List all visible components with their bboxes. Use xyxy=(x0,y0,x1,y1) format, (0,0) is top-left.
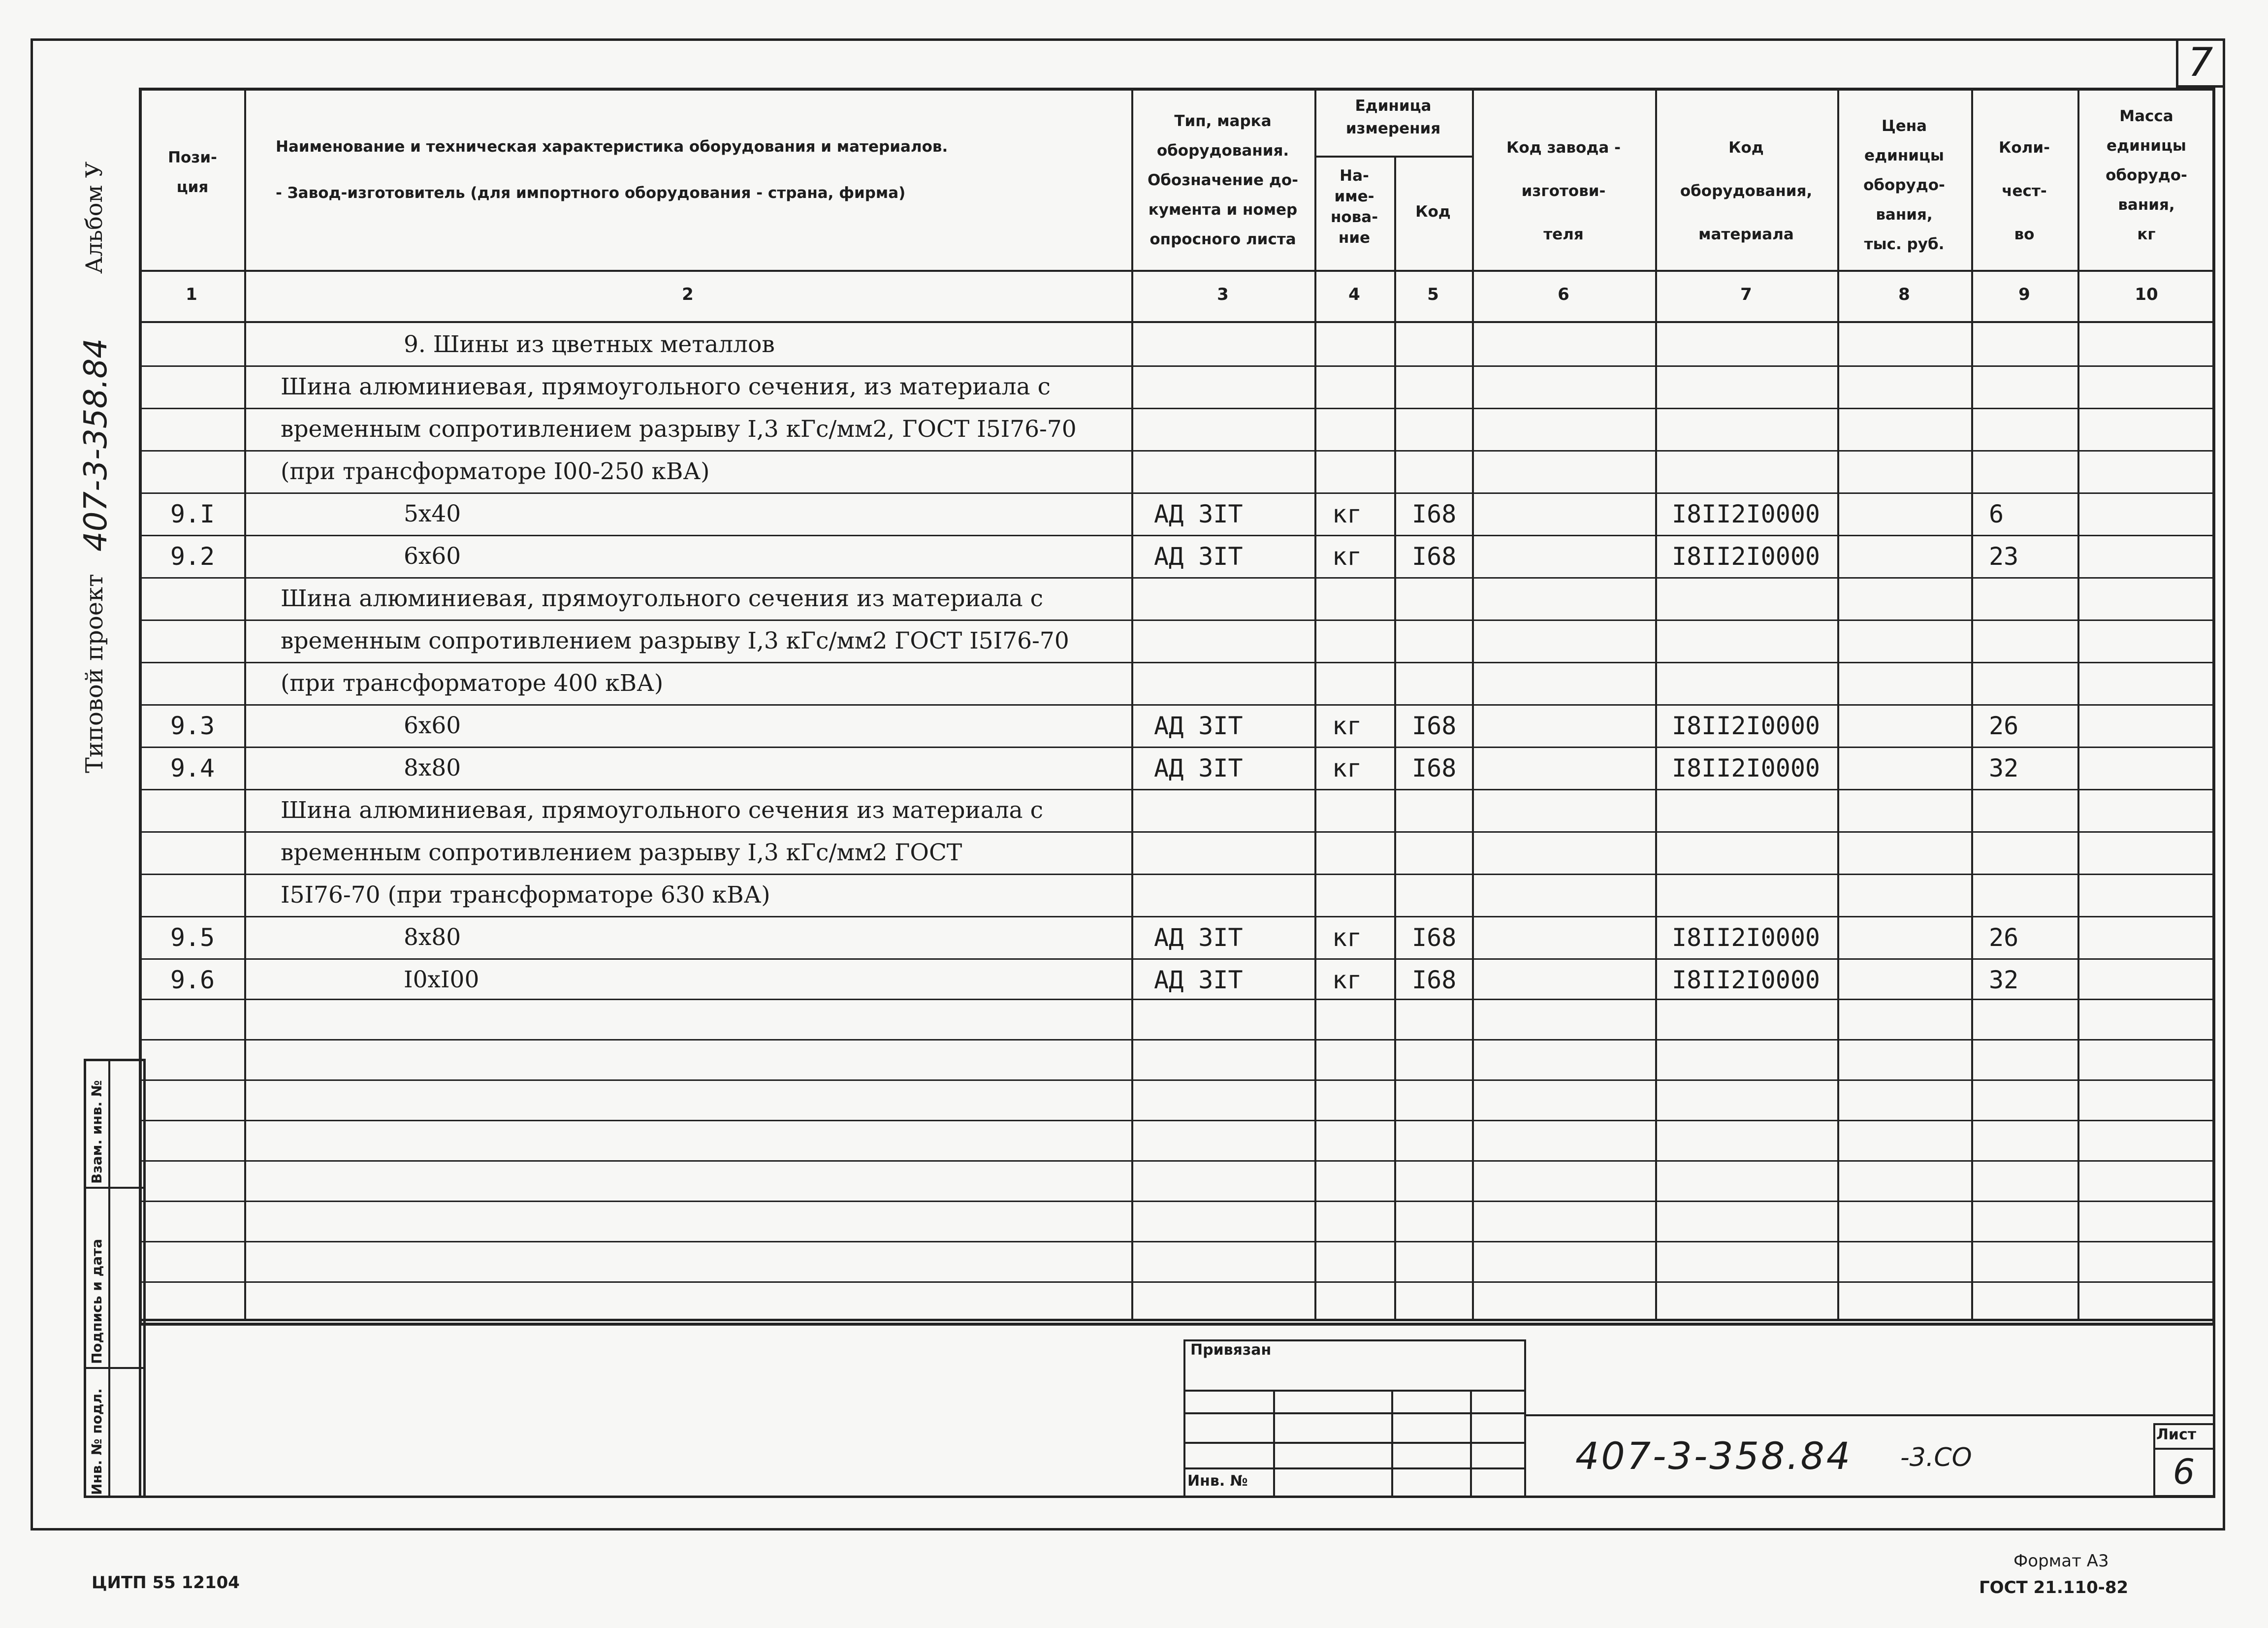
row-divider xyxy=(139,1241,2215,1242)
row-divider xyxy=(139,535,2215,536)
col-number: 10 xyxy=(2135,285,2158,304)
stamp-line xyxy=(1183,1442,1526,1444)
footer-format: Формат А3 xyxy=(2013,1551,2109,1571)
stamp-line xyxy=(1183,1390,1526,1392)
header-mass: Масса единицы оборудо- вания, кг xyxy=(2106,107,2187,243)
header-unit-name: На- име- нова- ние xyxy=(1330,167,1378,247)
cell-pos: 9.2 xyxy=(170,542,215,571)
spec-table xyxy=(139,88,2215,1326)
cell-type: АД 3IТ xyxy=(1154,712,1243,740)
col-number: 2 xyxy=(682,285,694,304)
privyazan-label: Привязан xyxy=(1190,1341,1272,1359)
header-unit-code: Код xyxy=(1415,203,1451,221)
side-strip-line xyxy=(84,1187,146,1189)
row-divider xyxy=(139,1281,2215,1283)
cell-name: (при трансформаторе I00-250 кВА) xyxy=(281,458,710,485)
cell-code: I68 xyxy=(1412,500,1457,528)
cell-unit: кг xyxy=(1332,500,1362,528)
row-divider xyxy=(139,874,2215,875)
podpis-label: Подпись и дата xyxy=(89,1238,105,1364)
col-number: 9 xyxy=(2018,285,2030,304)
document-suffix: -3.СО xyxy=(1900,1443,1972,1472)
side-strip-line xyxy=(84,1367,146,1369)
row-divider xyxy=(139,831,2215,833)
cell-name: 9. Шины из цветных металлов xyxy=(404,331,775,358)
side-strip-line xyxy=(108,1059,110,1498)
cell-unit: кг xyxy=(1332,923,1362,952)
cell-name: временным сопротивлением разрыву I,3 кГс/мм2, ГОСТ I5I76-70 xyxy=(281,416,1077,443)
stamp-line xyxy=(2153,1448,2215,1450)
row-divider xyxy=(139,1039,2215,1041)
col-divider xyxy=(1394,156,1396,1319)
stamp-line xyxy=(1391,1390,1393,1496)
stamp-line xyxy=(1526,1414,2215,1416)
cell-name: Шина алюминиевая, прямоугольного сечения из материала с xyxy=(281,585,1043,612)
side-project-type: Типовой проект xyxy=(81,574,108,773)
header-unit: Единица измерения xyxy=(1345,97,1441,137)
cell-unit: кг xyxy=(1332,712,1362,740)
row-divider xyxy=(139,408,2215,409)
row-divider xyxy=(139,999,2215,1000)
cell-name: 5x40 xyxy=(404,500,461,527)
col-divider xyxy=(1472,88,1474,1319)
cell-equip: I8II2I0000 xyxy=(1672,500,1821,528)
stamp-line xyxy=(1273,1390,1275,1496)
row-divider xyxy=(139,1160,2215,1162)
col-number: 6 xyxy=(1558,285,1569,304)
cell-equip: I8II2I0000 xyxy=(1672,754,1821,782)
cell-code: I68 xyxy=(1412,923,1457,952)
row-divider xyxy=(139,619,2215,621)
cell-equip: I8II2I0000 xyxy=(1672,542,1821,571)
cell-name: (при трансформаторе 400 кВА) xyxy=(281,670,664,697)
cell-qty: 6 xyxy=(1989,500,2004,528)
header-bottom-line xyxy=(139,270,2215,272)
row-divider xyxy=(139,492,2215,494)
col-divider xyxy=(1655,88,1657,1319)
cell-name: Шина алюминиевая, прямоугольного сечения, из материала с xyxy=(281,373,1051,400)
footer-gost: ГОСТ 21.110-82 xyxy=(1979,1578,2129,1597)
cell-name: 8x80 xyxy=(404,924,461,951)
sheet-label: Лист xyxy=(2156,1426,2197,1443)
row-divider xyxy=(139,577,2215,579)
inv-label: Инв. № xyxy=(1187,1472,1248,1490)
stamp-line xyxy=(1183,1412,1526,1414)
cell-equip: I8II2I0000 xyxy=(1672,923,1821,952)
document-code: 407-3-358.84 xyxy=(1575,1434,1853,1478)
header-divider xyxy=(1314,156,1472,158)
row-divider xyxy=(139,1079,2215,1081)
row-divider xyxy=(139,958,2215,960)
cell-name: 6x60 xyxy=(404,543,461,570)
sheet-number: 6 xyxy=(2172,1452,2195,1492)
vzam-label: Взам. инв. № xyxy=(89,1080,105,1184)
header-plant-code: Код завода - изготови- теля xyxy=(1506,139,1621,243)
cell-type: АД 3IТ xyxy=(1154,542,1243,571)
cell-unit: кг xyxy=(1332,754,1362,782)
col-divider xyxy=(1314,88,1316,1319)
row-divider xyxy=(139,789,2215,790)
stamp-line xyxy=(1470,1390,1472,1496)
col-number: 3 xyxy=(1217,285,1229,304)
cell-unit: кг xyxy=(1332,542,1362,571)
cell-pos: 9.5 xyxy=(170,923,215,952)
col-number: 4 xyxy=(1348,285,1360,304)
cell-pos: 9.4 xyxy=(170,754,215,782)
cell-pos: 9.I xyxy=(170,500,215,528)
header-equipment-code: Код оборудования, материала xyxy=(1680,139,1813,243)
row-divider xyxy=(139,365,2215,367)
cell-qty: 32 xyxy=(1989,966,2019,994)
col-divider xyxy=(1971,88,1973,1319)
cell-name: I0xI00 xyxy=(404,966,479,993)
cell-pos: 9.6 xyxy=(170,966,215,994)
col-number: 7 xyxy=(1740,285,1752,304)
cell-type: АД 3IТ xyxy=(1154,500,1243,528)
header-type: Тип, марка оборудования. Обозначение до- кумента и номер опросного листа xyxy=(1147,112,1299,248)
stamp-line xyxy=(1183,1467,1526,1469)
header-quantity: Коли- чест- во xyxy=(1999,139,2050,243)
cell-code: I68 xyxy=(1412,712,1457,740)
cell-pos: 9.3 xyxy=(170,712,215,740)
col-divider xyxy=(1131,88,1133,1319)
col-number: 1 xyxy=(186,285,197,304)
cell-code: I68 xyxy=(1412,542,1457,571)
col-divider xyxy=(1837,88,1839,1319)
cell-name: 6x60 xyxy=(404,712,461,739)
cell-type: АД 3IТ xyxy=(1154,966,1243,994)
cell-code: I68 xyxy=(1412,966,1457,994)
row-divider xyxy=(139,1120,2215,1121)
header-name-line1: Наименование и техническая характеристика оборудования и материалов. xyxy=(276,138,948,156)
page-number-top: 7 xyxy=(2188,39,2213,85)
cell-name: временным сопротивлением разрыву I,3 кГс/мм2 ГОСТ I5I76-70 xyxy=(281,627,1069,654)
col-divider xyxy=(2077,88,2079,1319)
header-position: Пози- ция xyxy=(168,149,217,196)
cell-code: I68 xyxy=(1412,754,1457,782)
cell-qty: 32 xyxy=(1989,754,2019,782)
col-number: 8 xyxy=(1898,285,1910,304)
header-name-line2: - Завод-изготовитель (для импортного оборудования - страна, фирма) xyxy=(276,184,906,202)
cell-qty: 23 xyxy=(1989,542,2019,571)
row-divider xyxy=(139,662,2215,663)
cell-unit: кг xyxy=(1332,966,1362,994)
row-divider xyxy=(139,747,2215,748)
cell-qty: 26 xyxy=(1989,923,2019,952)
cell-name: I5I76-70 (при трансформаторе 630 кВА) xyxy=(281,881,770,909)
footer-left: ЦИТП 55 12104 xyxy=(92,1573,240,1593)
cell-type: АД 3IТ xyxy=(1154,754,1243,782)
colnum-bottom-line xyxy=(139,321,2215,323)
cell-name: Шина алюминиевая, прямоугольного сечения из материала с xyxy=(281,797,1043,824)
col-number: 5 xyxy=(1427,285,1439,304)
inv-podl-label: Инв. № подл. xyxy=(89,1388,105,1495)
col-divider xyxy=(244,88,246,1319)
album-label: Альбом У xyxy=(81,161,107,274)
cell-name: временным сопротивлением разрыву I,3 кГс/мм2 ГОСТ xyxy=(281,839,962,866)
cell-name: 8x80 xyxy=(404,754,461,781)
cell-equip: I8II2I0000 xyxy=(1672,966,1821,994)
cell-qty: 26 xyxy=(1989,712,2019,740)
row-divider xyxy=(139,450,2215,452)
cell-type: АД 3IТ xyxy=(1154,923,1243,952)
cell-equip: I8II2I0000 xyxy=(1672,712,1821,740)
side-project-code: 407-3-358.84 xyxy=(78,338,114,552)
header-price: Цена единицы оборудо- вания, тыс. руб. xyxy=(1863,117,1945,253)
row-divider xyxy=(139,916,2215,917)
row-divider xyxy=(139,704,2215,706)
row-divider xyxy=(139,1201,2215,1202)
